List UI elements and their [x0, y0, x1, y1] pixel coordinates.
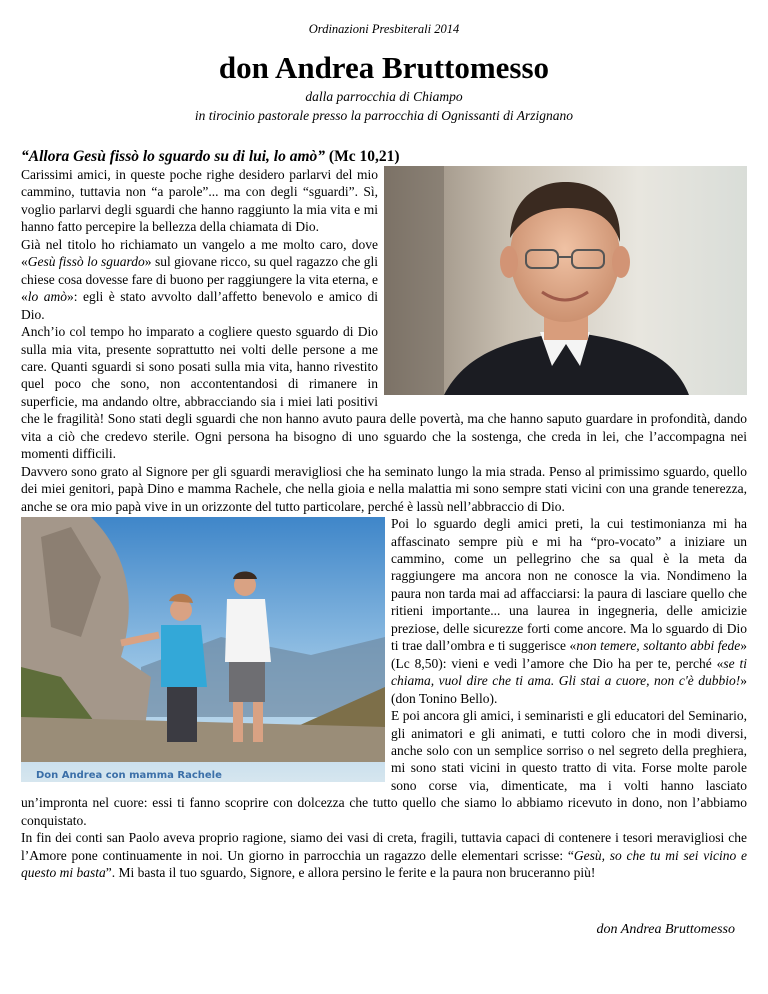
text-run-italic: Gesù, so che tu mi sei vicino e questo mi basta: [21, 847, 747, 881]
text-run: ”. Mi basta il tuo sguardo, Signore, e allora persino le ferite e la paura non bruceranno più!: [105, 865, 596, 881]
photo-caption: Don Andrea con mamma Rachele: [36, 769, 222, 781]
text-run-italic: lo amò: [27, 289, 68, 305]
text-run: Carissimi amici, in queste poche righe desidero parlarvi del mio cammino, tuttavia non “a parole”... ma con degli “sguardi”. Sì, voglio parlarvi degli sguardi che hanno raggiunto la mia vita e mi hanno fatto percepire la bellezza della chiamata di Dio.: [21, 167, 378, 235]
text-run: Già nel titolo ho richiamato un vangelo a me molto caro, dove «: [21, 236, 378, 270]
page-title: don Andrea Bruttomesso: [218, 50, 550, 85]
series-header: Ordinazioni Presbiterali 2014: [308, 22, 460, 36]
subtitle-internship: in tirocinio pastorale presso la parrocchia di Ognissanti di Arzignano: [194, 108, 574, 123]
family-image: [21, 517, 385, 782]
paragraph-3: [21, 829, 747, 881]
text-run-italic: non temere, soltanto abbi fede: [576, 638, 741, 654]
text-run: » (don Tonino Bello).: [391, 673, 747, 706]
text-run: E poi ancora gli amici, i seminaristi e gli educatori del Seminario, gli animatori e gli animati, e tutti coloro che in modi diversi, anche solo con un semplice sorriso o nel segreto della preghiera, mi sono stati vicini in questo tratto di vita. Forse molte parole sono corse via, dimenticate, ma i volti hanno lasciato un’impronta nel cuore: essi ti fanno scoprire con dolcezza che tutto quello che siamo lo abbiamo ricevuto in dono, non l’abbiamo conquistato.: [21, 708, 747, 828]
family-photo: [21, 517, 385, 782]
signature: don Andrea Bruttomesso: [596, 922, 735, 937]
text-run: Davvero sono grato al Signore per gli sguardi meravigliosi che ha seminato lungo la mia strada. Penso al primissimo sguardo, quello dei miei genitori, papà Dino e mamma Rachele, che nella gioia e nella malattia mi sono sempre stati vicini con una grande tenerezza, anche se ora mio papà vive in un orizzonte del tutto particolare, perché è lassù nell’abbraccio di Dio.: [21, 463, 747, 514]
article-body: [21, 166, 747, 882]
quote-reference: (Mc 10,21): [328, 148, 400, 165]
text-run: In fin dei conti san Paolo aveva proprio ragione, siamo dei vasi di creta, fragili, tuttavia capaci di contenere i tesori meravigliosi che l’Amore pone continuamente in noi. Un giorno in parrocchia un ragazzo delle elementari scrisse: “: [21, 830, 747, 863]
subtitle-parish: dalla parrocchia di Chiampo: [305, 89, 463, 104]
text-run: » (Lc 8,50): vieni e vedi l’amore che Dio ha per te, perché «: [391, 638, 747, 671]
text-run: » sul giovane ricco, su quel ragazzo che gli chiese cosa dovesse fare di buono per raggiungere la vita eterna, e «: [21, 254, 378, 305]
text-run-italic: Gesù fissò lo sguardo: [27, 254, 145, 270]
text-run: Anch’io col tempo ho imparato a cogliere questo sguardo di Dio sulla mia vita, presente soprattutto nei volti delle persone a me care. Quanti sguardi si sono posati sulla mia vita, hanno rivestito quel poco che sono, non accontentandosi di rimanere in superficie, ma andando oltre, abbracciando sia i miei lati positivi che le fragilità! Sono stati degli sguardi che non hanno avuto paura delle povertà, ma che hanno saputo guardare in profondità, dando vita a ciò che credevo sterile. Ogni persona ha bisogno di uno sguardo che la sostenga, che creda in lei, che l’accompagna nei momenti difficili.: [21, 324, 747, 462]
portrait-image: [384, 166, 747, 395]
scripture-quote: [21, 148, 400, 166]
text-run: Poi lo sguardo degli amici preti, la cui testimonianza mi ha affascinato sempre più e mi ha “pro-vocato” a iniziare un cammino, come un pellegrino che sa qual è la meta da raggiungere ma ancora non ne conosce la via. Nondimeno la paura non tarda mai ad affacciarsi: la paura di lasciare quello che ritieni importante... una laurea in ingegneria, delle amicizie preziose, delle sicurezze forti come ancore. Ma lo sguardo di Dio ti trae dall’ombra e ti suggerisce «: [391, 516, 747, 654]
text-run-italic: se ti chiama, vuol dire che ti ama. Gli stai a cuore, non c'è dubbio!: [391, 655, 747, 689]
text-run: »: egli è stato avvolto dall’affetto benevolo e amico di Dio.: [21, 289, 378, 322]
paragraph-2: [21, 463, 747, 515]
quote-text: “Allora Gesù fissò lo sguardo su di lui, lo amò”: [21, 148, 326, 165]
portrait-photo: [384, 166, 747, 395]
